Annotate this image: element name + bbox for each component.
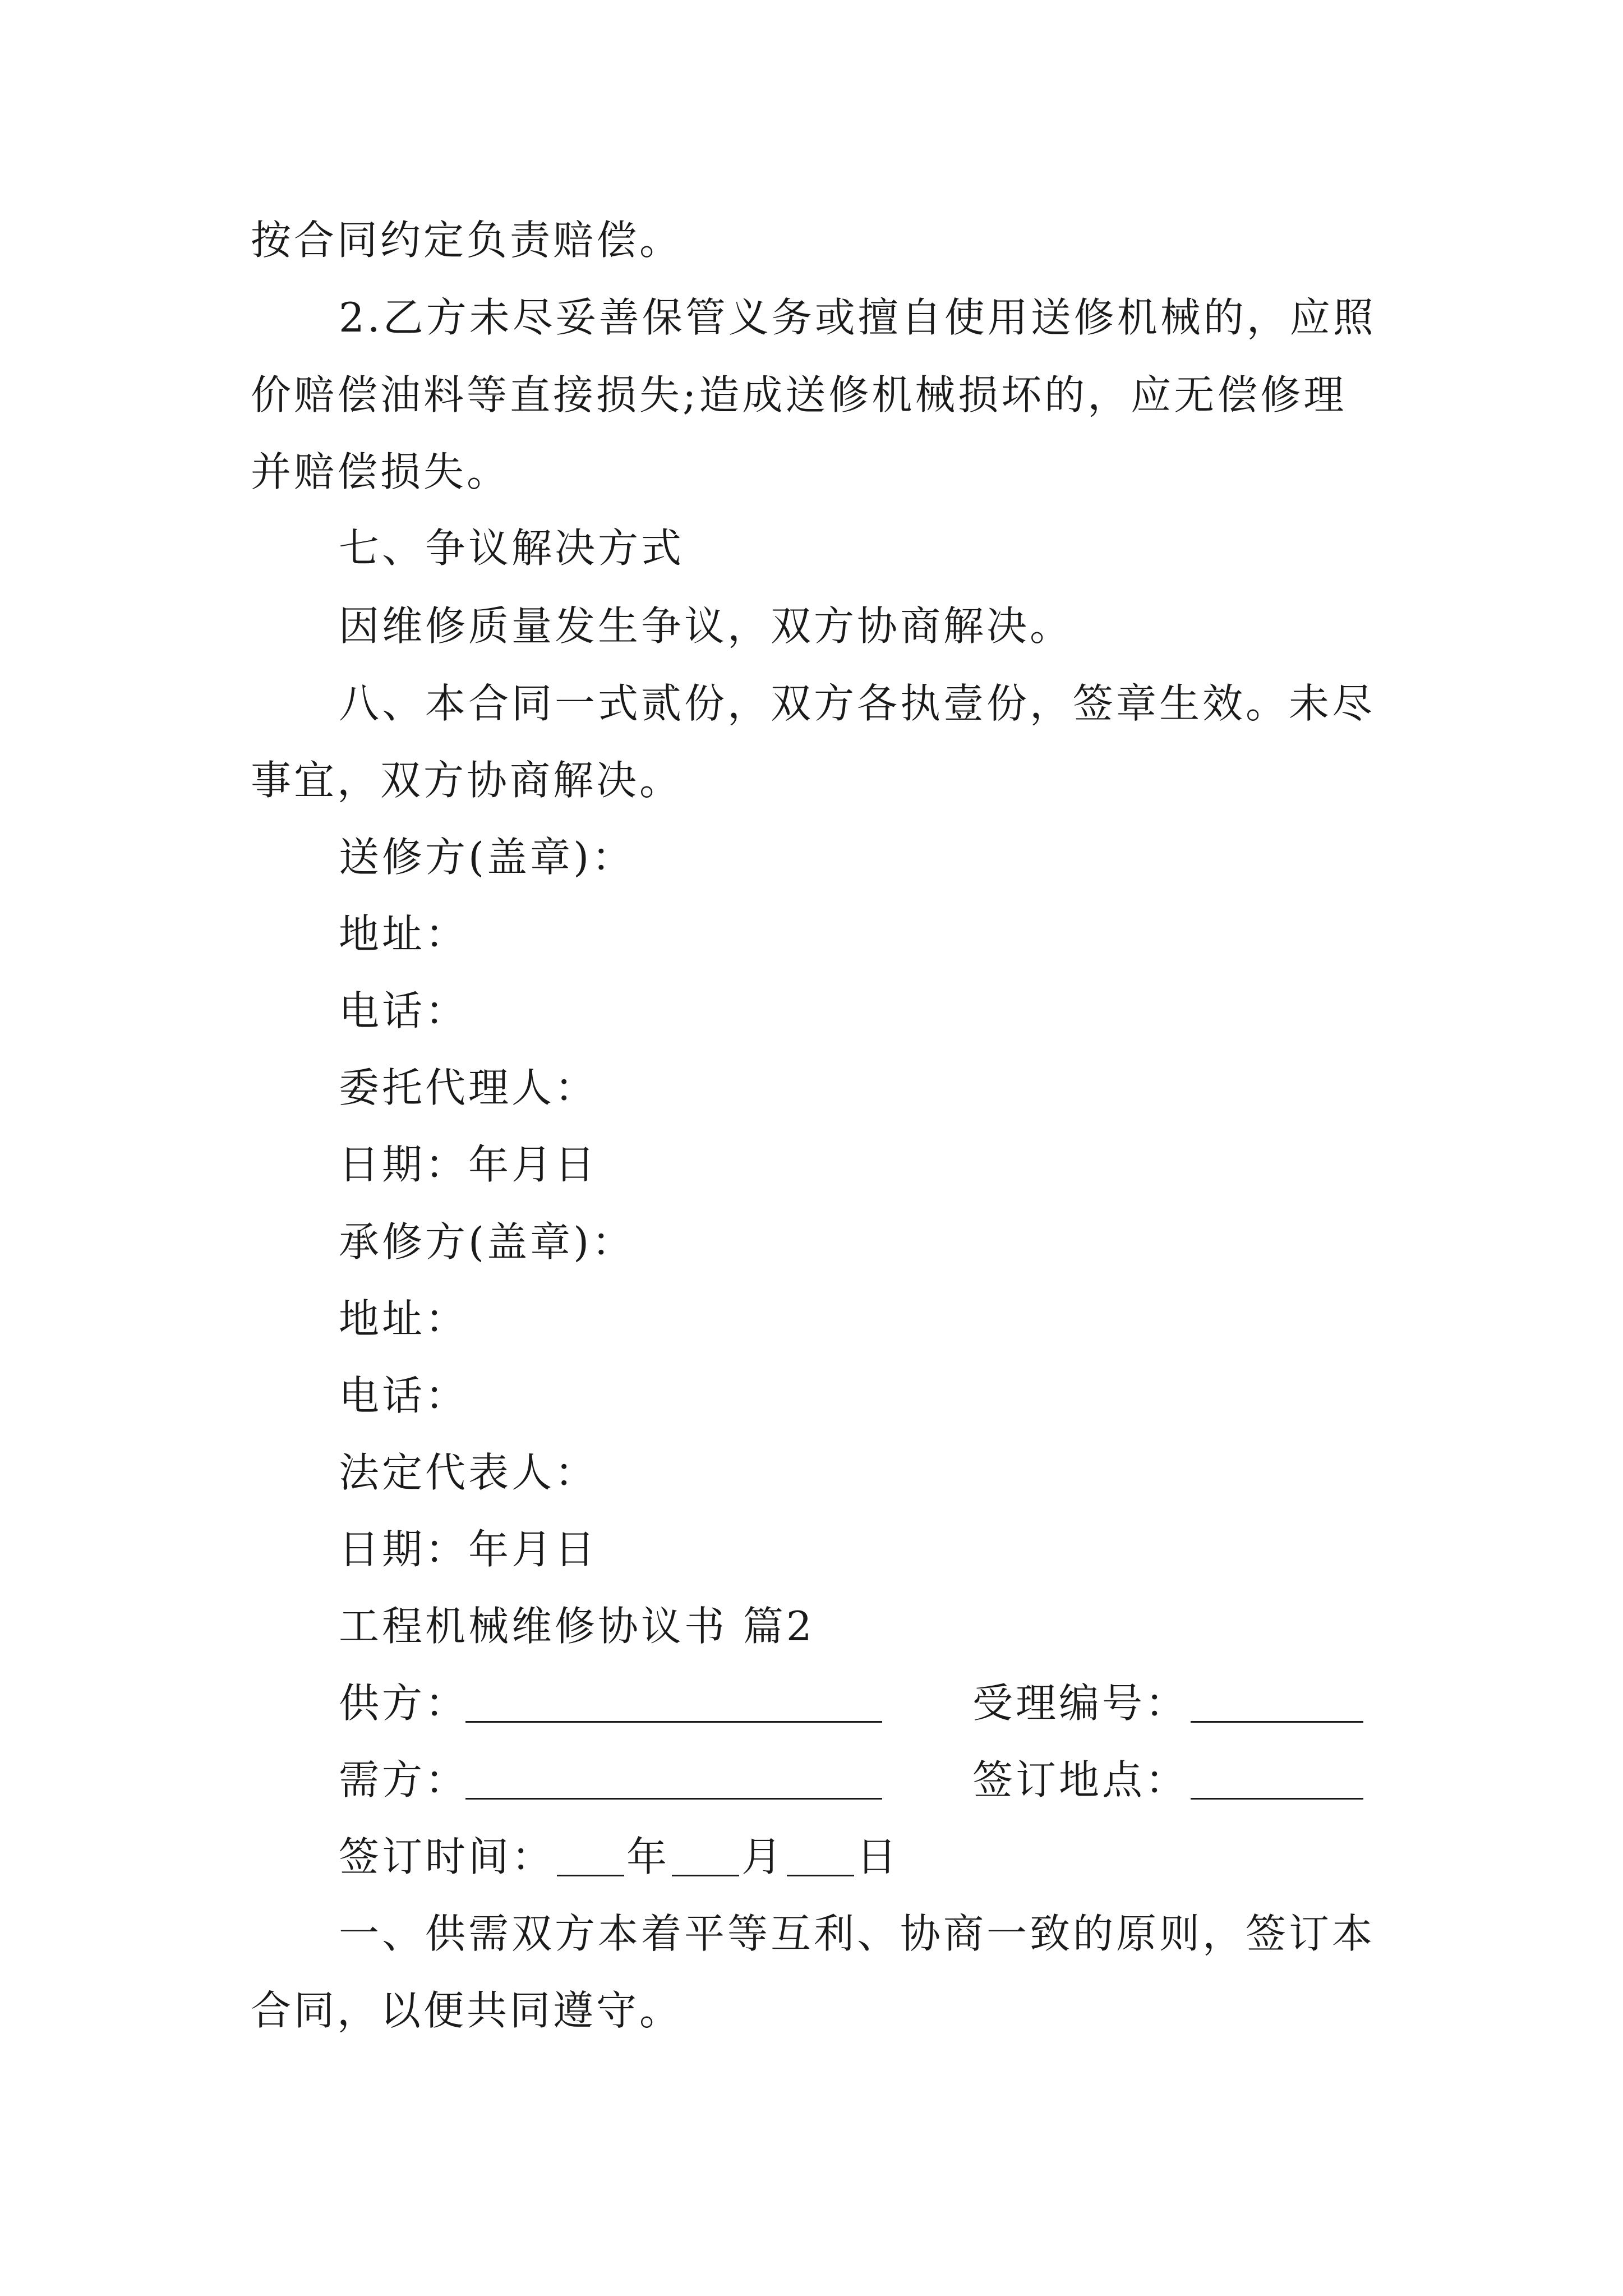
repairer-legal-rep: 法定代表人： (339, 1449, 598, 1496)
paragraph-line: 价赔偿油料等直接损失;造成送修机械损坏的，应无偿修理 (251, 371, 1347, 418)
supplier-blank[interactable] (465, 1721, 882, 1723)
part2-heading: 工程机械维修协议书 篇2 (339, 1603, 815, 1650)
sender-phone: 电话： (339, 987, 469, 1034)
repairer-address: 地址： (339, 1295, 469, 1342)
year-label: 年 (626, 1833, 670, 1880)
buyer-blank[interactable] (465, 1798, 882, 1800)
acceptance-no-blank[interactable] (1191, 1721, 1363, 1723)
repairer-date: 日期：年月日 (339, 1526, 598, 1573)
paragraph-line: 2.乙方未尽妥善保管义务或擅自使用送修机械的，应照 (339, 294, 1376, 341)
repairer-phone: 电话： (339, 1372, 469, 1419)
sender-agent: 委托代理人： (339, 1064, 598, 1111)
sign-time-label: 签订时间： (339, 1833, 555, 1880)
supplier-label: 供方： (339, 1680, 469, 1727)
paragraph-line: 事宜，双方协商解决。 (251, 757, 683, 804)
day-blank[interactable] (787, 1875, 854, 1876)
acceptance-no-label: 受理编号： (972, 1680, 1189, 1727)
month-blank[interactable] (672, 1875, 739, 1876)
sign-time-row (339, 1833, 900, 1880)
sign-place-label: 签订地点： (972, 1756, 1189, 1803)
section-heading: 七、争议解决方式 (339, 524, 685, 572)
buyer-label: 需方： (339, 1756, 469, 1803)
year-blank[interactable] (557, 1875, 624, 1876)
repairer-title: 承修方(盖章)： (339, 1218, 635, 1266)
paragraph-line: 八、本合同一式贰份，双方各执壹份，签章生效。未尽 (339, 680, 1376, 727)
day-label: 日 (856, 1833, 900, 1880)
month-label: 月 (741, 1833, 785, 1880)
sender-address: 地址： (339, 910, 469, 958)
paragraph-line: 按合同约定负责赔偿。 (251, 217, 683, 264)
paragraph-line: 因维修质量发生争议，双方协商解决。 (339, 602, 1073, 650)
paragraph-line: 合同，以便共同遵守。 (251, 1987, 683, 2034)
sender-date: 日期：年月日 (339, 1141, 598, 1188)
sender-title: 送修方(盖章)： (339, 834, 635, 881)
paragraph-line: 并赔偿损失。 (251, 448, 510, 495)
sign-place-blank[interactable] (1191, 1798, 1363, 1800)
paragraph-line: 一、供需双方本着平等互利、协商一致的原则，签订本 (339, 1910, 1376, 1957)
